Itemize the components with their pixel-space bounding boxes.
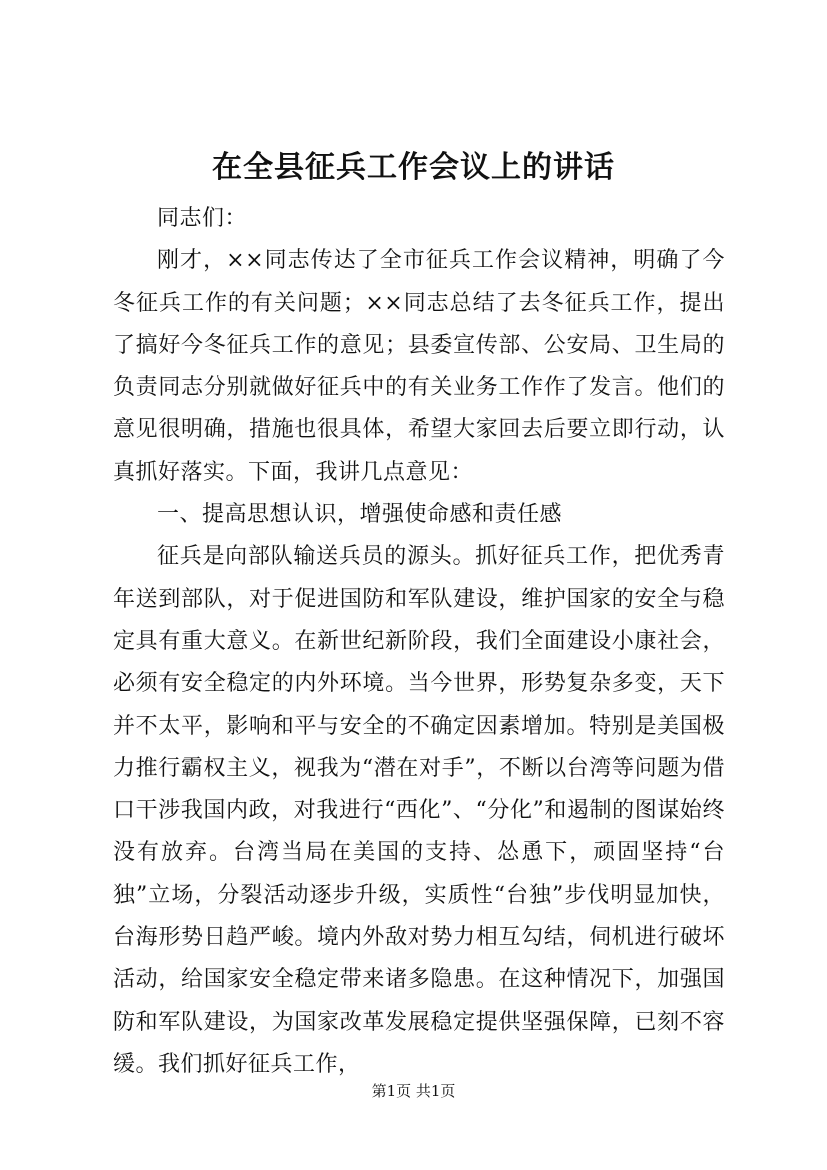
section-heading-1: 一、提高思想认识，增强使命感和责任感: [157, 502, 563, 528]
document-title: 在全县征兵工作会议上的讲话: [212, 150, 615, 185]
paragraph-section-1: 征兵是向部队输送兵员的源头。抓好征兵工作，把优秀青年送到部队，对于促进国防和军队建设，维护国家的安全与稳定具有重大意义。在新世纪新阶段，我们全面建设小康社会，必须有安全稳定的内外环境。当今世界，形势复杂多变，天下并不太平，影响和平与安全的不确定因素增加。特别是美国极力推行霸权主义，视我为“潜在对手”，不断以台湾等问题为借口干涉我国内政，对我进行“西化”、“分化”和遏制的图谋始终没有放弃。台湾当局在美国的支持、怂恿下，顽固坚持“台独”立场，分裂活动逐步升级，实质性“台独”步伐明显加快，台海形势日趋严峻。境内外敌对势力相互勾结，伺机进行破坏活动，给国家安全稳定带来诸多隐患。在这种情况下，加强国防和军队建设，为国家改革发展稳定提供坚强保障，已刻不容缓。我们抓好征兵工作，: [113, 544, 725, 1077]
page-footer: 第1页 共1页: [371, 1082, 456, 1100]
paragraph-opening: 刚才，××同志传达了全市征兵工作会议精神，明确了今冬征兵工作的有关问题；××同志总结了去冬征兵工作，提出了搞好今冬征兵工作的意见；县委宣传部、公安局、卫生局的负责同志分别就做好征兵中的有关业务工作作了发言。他们的意见很明确，措施也很具体，希望大家回去后要立即行动，认真抓好落实。下面，我讲几点意见：: [113, 248, 725, 485]
document-body: [113, 198, 725, 1086]
salutation: 同志们：: [157, 206, 248, 231]
